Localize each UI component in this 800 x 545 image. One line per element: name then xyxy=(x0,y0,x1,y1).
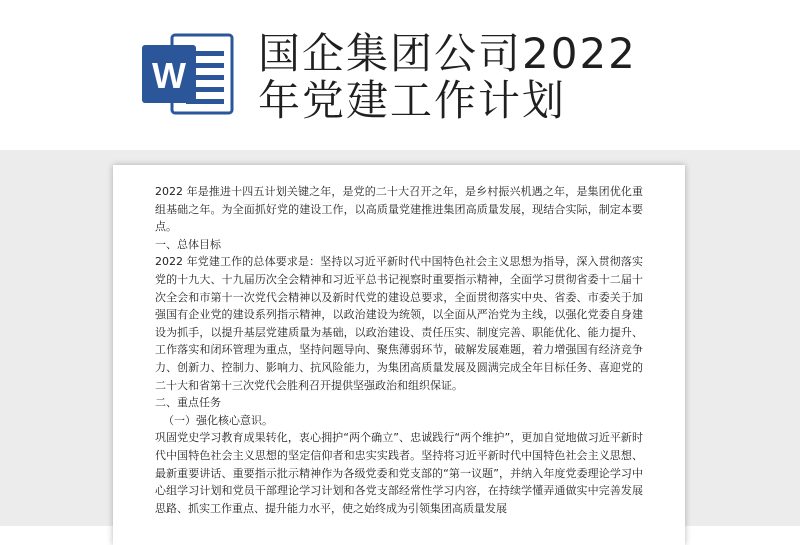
body-paragraph: 巩固党史学习教育成果转化，衷心拥护“两个确立”、忠诚践行“两个维护”，更加自觉地做习近平新时代中国特色社会主义思想的坚定信仰者和忠实实践者。坚持将习近平新时代中国特色社会主义思想、最新重要讲话、重要指示批示精神作为各级党委和党支部的“第一议题”，并纳入年度党委理论学习中心组学习计划和党员干部理论学习计划和各党支部经常性学习内容，在持续学懂弄通做实中完善发展思路、抓实工作重点、提升能力水平，使之始终成为引领集团高质量发展 xyxy=(155,431,643,515)
document-preview-area xyxy=(0,150,800,526)
document-page xyxy=(113,165,685,545)
section-heading: 一、总体目标 xyxy=(155,237,221,251)
word-document-icon xyxy=(142,33,234,115)
section-heading: 二、重点任务 xyxy=(155,396,221,410)
word-icon-letter: W xyxy=(152,55,186,96)
header-banner xyxy=(0,0,800,160)
subsection-heading: （一）强化核心意识。 xyxy=(163,413,273,427)
intro-paragraph: 2022 年是推进十四五计划关键之年，是党的二十大召开之年，是乡村振兴机遇之年，是集团优化重组基础之年。为全面抓好党的建设工作，以高质量党建推进集团高质量发展，现结合实际，制定本要点。 xyxy=(155,185,643,234)
page-title: 国企集团公司2022年党建工作计划 xyxy=(258,29,637,125)
body-paragraph: 2022 年党建工作的总体要求是：坚持以习近平新时代中国特色社会主义思想为指导，深入贯彻落实党的十九大、十九届历次全会精神和习近平总书记视察时重要指示精神，全面学习贯彻省委十二届十次全会和市第十一次党代会精神以及新时代党的建设总要求，全面贯彻落实中央、省委、市委关于加强国有企业党的建设系列指示精神，以政治建设为统领，以全面从严治党为主线，以强化党委自身建设为抓手，以提升基层党建质量为基础，以政治建设、责任压实、制度完善、职能优化、能力提升、工作落实和闭环管理为重点，坚持问题导向、聚焦薄弱环节，破解发展难题，着力增强国有经济竞争力、创新力、控制力、影响力、抗风险能力，为集团高质量发展及圆满完成全年目标任务、喜迎党的二十大和省第十三次党代会胜利召开提供坚强政治和组织保证。 xyxy=(155,255,643,392)
document-body xyxy=(155,183,643,517)
